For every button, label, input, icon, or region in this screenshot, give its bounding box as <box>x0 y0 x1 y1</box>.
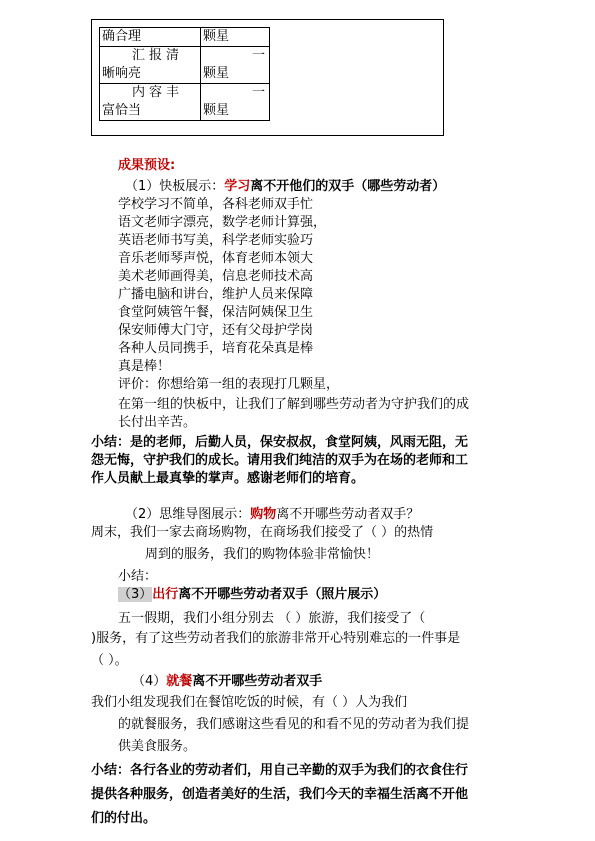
table-cell: 汇报清 晰响亮 <box>100 47 201 84</box>
summary-line: 怨无悔，守护我们的成长。请用我们纯洁的双手为在场的老师和工 <box>91 453 469 468</box>
evaluation-line: 评价：你想给第一组的表现打几颗星， <box>118 377 340 392</box>
summary-line: 们的付出。 <box>91 811 157 826</box>
poem-line: 学校学习不简单，各科老师双手忙 <box>118 197 314 212</box>
paragraph-line: )服务，有了这些劳动者我们的旅游非常开心特别难忘的一件事是 <box>91 631 461 646</box>
table-cell: 内容丰 富恰当 <box>100 84 201 121</box>
paragraph-line: 长付出辛苦。 <box>118 415 197 430</box>
paragraph-line: 周末，我们一家去商场购物，在商场我们接受了（ ）的热情 <box>91 525 434 540</box>
item-1-heading: （1）快板展示：学习离不开他们的双手（哪些劳动者） <box>125 179 446 194</box>
paragraph-line: 的就餐服务，我们感谢这些看见的和看不见的劳动者为我们提 <box>118 717 470 732</box>
poem-line: 音乐老师琴声悦，体育老师本领大 <box>118 251 314 266</box>
table-row <box>100 28 270 47</box>
paragraph-line: 供美食服务。 <box>118 739 197 754</box>
section-heading: 成果预设: <box>118 158 176 173</box>
table-row <box>100 47 270 84</box>
poem-line: 各种人员同携手，培育花朵真是棒 <box>118 341 314 356</box>
poem-line: 真是棒！ <box>118 359 171 374</box>
summary-line: 小结：各行各业的劳动者们，用自己辛勤的双手为我们的衣食住行 <box>91 763 469 778</box>
item-3-heading: （3）出行离不开哪些劳动者双手（照片展示） <box>118 587 387 602</box>
table-cell: 颗星 <box>201 28 270 47</box>
table-cell: 确合理 <box>100 28 201 47</box>
rating-table <box>99 27 270 121</box>
summary-line: 小结：是的老师，后勤人员，保安叔叔，食堂阿姨，风雨无阻，无 <box>91 435 469 450</box>
paragraph-line: 在第一组的快板中，让我们了解到哪些劳动者为守护我们的成 <box>118 397 470 412</box>
table-cell: 一 颗星 <box>201 47 270 84</box>
paragraph-line: 我们小组发现我们在餐馆吃饭的时候，有（ ）人为我们 <box>91 695 408 710</box>
table-row <box>100 84 270 121</box>
poem-line: 广播电脑和讲台，维护人员来保障 <box>118 287 314 302</box>
small-summary: 小结： <box>118 569 158 584</box>
paragraph-line: 周到的服务，我们的购物体验非常愉快！ <box>145 547 380 562</box>
summary-line: 作人员献上最真挚的掌声。感谢老师们的培育。 <box>91 471 365 486</box>
item-2-heading: （2）思维导图展示：购物离不开哪些劳动者双手？ <box>125 507 420 522</box>
poem-line: 保安师傅大门守，还有父母护学岗 <box>118 323 314 338</box>
item-4-heading: （4）就餐离不开哪些劳动者双手 <box>132 674 323 689</box>
paragraph-line: 五一假期，我们小组分别去 （ ）旅游，我们接受了（ <box>118 611 426 626</box>
poem-line: 食堂阿姨管午餐，保洁阿姨保卫生 <box>118 305 314 320</box>
summary-line: 提供各种服务，创造者美好的生活，我们今天的幸福生活离不开他 <box>91 787 469 802</box>
poem-line: 语文老师字漂亮，数学老师计算强， <box>118 215 327 230</box>
paragraph-line: （ ）。 <box>91 653 128 668</box>
poem-line: 美术老师画得美，信息老师技术高 <box>118 269 314 284</box>
poem-line: 英语老师书写美，科学老师实验巧 <box>118 233 314 248</box>
table-cell: 一 颗星 <box>201 84 270 121</box>
